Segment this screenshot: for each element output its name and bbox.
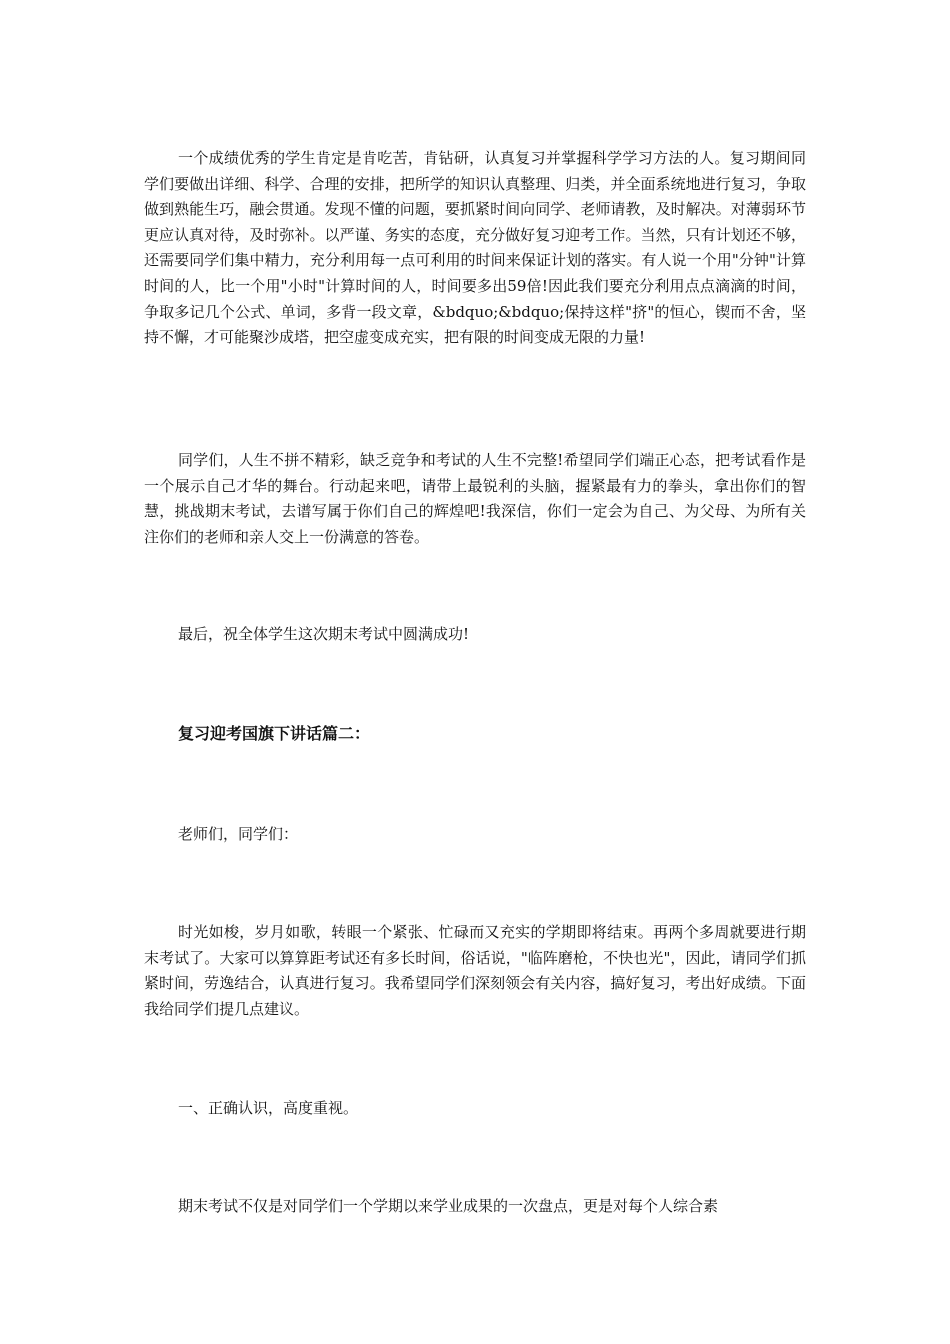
paragraph-encouragement: 同学们，人生不拼不精彩，缺乏竞争和考试的人生不完整!希望同学们端正心态，把考试看作是一个展示自己才华的舞台。行动起来吧，请带上最锐利的头脑，握紧最有力的拳头，拿出你们的智慧，挑战期末考试，去谱写属于你们自己的辉煌吧!我深信，你们一定会为自己、为父母、为所有关注你们的老师和亲人交上一份满意的答卷。: [144, 451, 806, 546]
paragraph-intro: 时光如梭，岁月如歌，转眼一个紧张、忙碌而又充实的学期即将结束。再两个多周就要进行期末考试了。大家可以算算距考试还有多长时间，俗话说，"临阵磨枪，不快也光"，因此，请同学们抓紧时间，劳逸结合，认真进行复习。我希望同学们深刻领会有关内容，搞好复习，考出好成绩。下面我给同学们提几点建议。: [144, 923, 806, 1018]
section-heading: 复习迎考国旗下讲话篇二：: [178, 724, 371, 743]
paragraph-best-wishes: 最后，祝全体学生这次期末考试中圆满成功!: [178, 625, 470, 643]
paragraph-exam-significance: 期末考试不仅是对同学们一个学期以来学业成果的一次盘点，更是对每个人综合素: [178, 1197, 719, 1215]
paragraph-point-one: 一、正确认识，高度重视。: [178, 1099, 359, 1117]
paragraph-review-methods: 一个成绩优秀的学生肯定是肯吃苦，肯钻研，认真复习并掌握科学学习方法的人。复习期间同学们要做出详细、科学、合理的安排，把所学的知识认真整理、归类，并全面系统地进行复习，争取做到熟能生巧，融会贯通。发现不懂的问题，要抓紧时间向同学、老师请教，及时解决。对薄弱环节更应认真对待，及时弥补。以严谨、务实的态度，充分做好复习迎考工作。当然，只有计划还不够，还需要同学们集中精力，充分利用每一点可利用的时间来保证计划的落实。有人说一个用"分钟"计算时间的人，比一个用"小时"计算时间的人，时间要多出59倍!因此我们要充分利用点点滴滴的时间，争取多记几个公式、单词，多背一段文章，&bdquo;&bdquo;保持这样"挤"的恒心，锲而不舍，坚持不懈，才可能聚沙成塔，把空虚变成充实，把有限的时间变成无限的力量!: [144, 149, 806, 347]
paragraph-greeting: 老师们，同学们：: [178, 825, 299, 843]
